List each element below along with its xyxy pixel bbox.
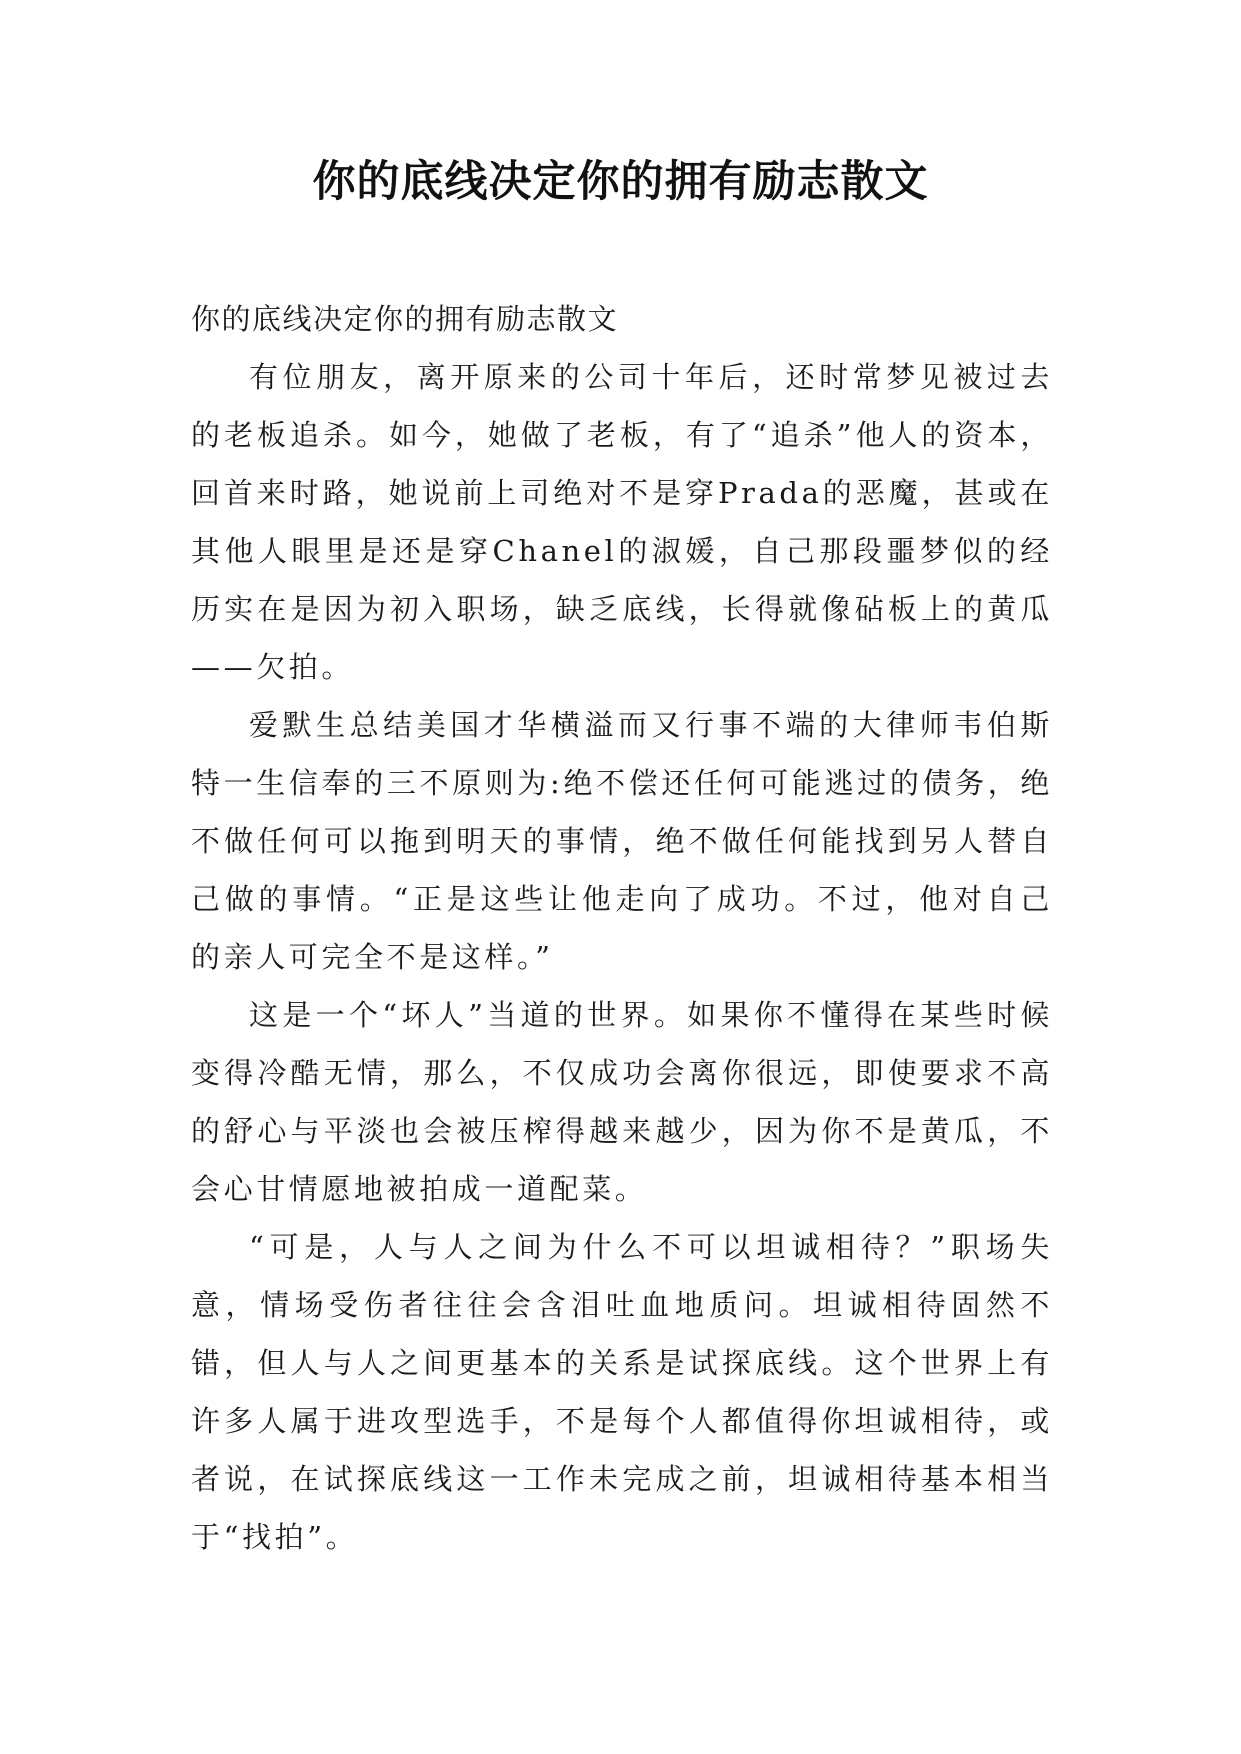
paragraph-4: “可是，人与人之间为什么不可以坦诚相待？”职场失意，情场受伤者往往会含泪吐血地质问。坦诚相待固然不错，但人与人之间更基本的关系是试探底线。这个世界上有许多人属于进攻型选手，不是每个人都值得你坦诚相待，或者说，在试探底线这一工作未完成之前，坦诚相待基本相当于“找拍”。: [191, 1230, 1053, 1554]
paragraph-2: 爱默生总结美国才华横溢而又行事不端的大律师韦伯斯特一生信奉的三不原则为:绝不偿还任何可能逃过的债务，绝不做任何可以拖到明天的事情，绝不做任何能找到另人替自己做的事情。“正是这些让他走向了成功。不过，他对自己的亲人可完全不是这样。”: [191, 708, 1053, 974]
document-subtitle: 你的底线决定你的拥有励志散文: [191, 302, 619, 336]
document-title: 你的底线决定你的拥有励志散文: [312, 157, 929, 207]
paragraph-1: 有位朋友，离开原来的公司十年后，还时常梦见被过去的老板追杀。如今，她做了老板，有了“追杀”他人的资本，回首来时路，她说前上司绝对不是穿Prada的恶魔，甚或在其他人眼里是还是穿Chanel的淑媛，自己那段噩梦似的经历实在是因为初入职场，缺乏底线，长得就像砧板上的黄瓜——欠拍。: [191, 360, 1053, 684]
document-body: [191, 290, 1053, 1566]
paragraph-3: 这是一个“坏人”当道的世界。如果你不懂得在某些时候变得冷酷无情，那么，不仅成功会离你很远，即使要求不高的舒心与平淡也会被压榨得越来越少，因为你不是黄瓜，不会心甘情愿地被拍成一道配菜。: [191, 998, 1053, 1206]
